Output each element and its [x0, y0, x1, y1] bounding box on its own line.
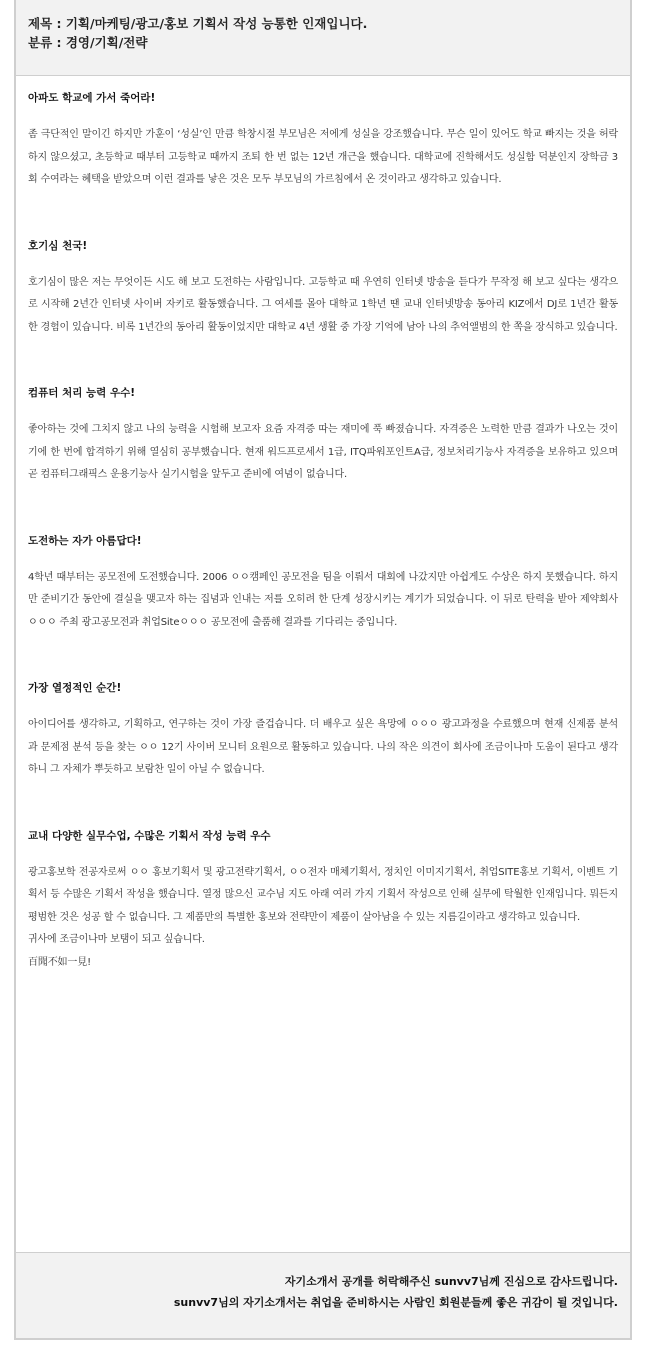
section-2: [28, 238, 618, 340]
document-category: 분류 : 경영/기획/전략: [28, 35, 148, 50]
section-1: [28, 90, 618, 192]
section-3: [28, 385, 618, 487]
section-heading: 교내 다양한 실무수업, 수많은 기획서 작성 능력 우수: [28, 829, 271, 842]
section-6: [28, 828, 618, 975]
section-paragraph: 호기심이 많은 저는 무엇이든 시도 해 보고 도전하는 사람입니다. 고등학교 때 우연히 인터넷 방송을 듣다가 무작정 해 보고 싶다는 생각으로 시작해 2년간 인터넷 사이버 자키로 활동했습니다. 그 여세를 몰아 대학교 1학년 땐 교내 인터넷방송 동아리 KIZ에서 DJ로 1년간 활동한 경험이 있습니다. 비록 1년간의 동아리 활동이었지만 대학교 4년 생활 중 가장 기억에 남아 나의 추억앨범의 한 쪽을 장식하고 있습니다.: [28, 276, 618, 333]
document-body: [16, 76, 630, 974]
section-paragraph: 좀 극단적인 말이긴 하지만 가훈이 ‘성실’인 만큼 학창시절 부모님은 저에게 성실을 강조했습니다. 무슨 일이 있어도 학교 빠지는 것을 허락하지 않으셨고, 초등학교 때부터 고등학교 때까지 조퇴 한 번 없는 12년 개근을 했습니다. 대학교에 진학해서도 성실함 덕분인지 장학금 3회 수여라는 혜택을 받았으며 이런 결과를 낳은 것은 모두 부모님의 가르침에서 온 것이라고 생각하고 있습니다.: [28, 129, 618, 185]
section-heading: 가장 열정적인 순간!: [28, 682, 122, 694]
section-4: [28, 533, 618, 635]
section-heading: 아파도 학교에 가서 죽어라!: [28, 92, 156, 104]
section-paragraph: 광고홍보학 전공자로써 ㅇㅇ 홍보기획서 및 광고전략기획서, ㅇㅇ전자 매체기획서, 정치인 이미지기획서, 취업SITE홍보 기획서, 이벤트 기획서 등 수많은 기획서 작성을 했습니다. 열정 많으신 교수님 지도 아래 여러 가지 기획서 작성으로 인해 실무에 탁월한 인재입니다. 뭐든지 평범한 것은 성공 할 수 없습니다. 그 제품만의 특별한 홍보와 전략만이 제품이 살아남을 수 있는 지름길이라고 생각하고 있습니다.: [28, 866, 618, 923]
section-paragraph: 귀사에 조금이나마 보탬이 되고 싶습니다.: [28, 934, 205, 945]
section-heading: 컴퓨터 처리 능력 우수!: [28, 387, 136, 399]
section-5: [28, 680, 618, 782]
section-paragraph: 좋아하는 것에 그치지 않고 나의 능력을 시험해 보고자 요즘 자격증 따는 재미에 푹 빠졌습니다. 자격증은 노력한 만큼 결과가 나오는 것이기에 한 번에 합격하기 위해 열심히 공부했습니다. 현재 워드프로세서 1급, ITQ파워포인트A급, 정보처리기능사 자격증을 보유하고 있으며 곧 컴퓨터그래픽스 운용기능사 실기시험을 앞두고 준비에 여념이 없습니다.: [28, 424, 618, 480]
document-header: [16, 0, 630, 76]
section-paragraph: 4학년 때부터는 공모전에 도전했습니다. 2006 ㅇㅇ캠페인 공모전을 팀을 이뤄서 대회에 나갔지만 아쉽게도 수상은 하지 못했습니다. 하지만 준비기간 동안에 결실을 맺고자 하는 집념과 인내는 저를 오히려 한 단계 성장시키는 계기가 되었습니다. 이 뒤로 탄력을 받아 제약회사 ㅇㅇㅇ 주최 광고공모전과 취업Siteㅇㅇㅇ 공모전에 출품해 결과를 기다리는 중입니다.: [28, 571, 618, 628]
section-paragraph: 아이디어를 생각하고, 기획하고, 연구하는 것이 가장 즐겁습니다. 더 배우고 싶은 욕망에 ㅇㅇㅇ 광고과정을 수료했으며 현재 신제품 분석과 문제점 분석 등을 찾는 ㅇㅇ 12기 사이버 모니터 요원으로 활동하고 있습니다. 나의 작은 의견이 회사에 조금이나마 도움이 된다고 생각하니 그 자체가 뿌듯하고 보람찬 일이 아닐 수 없습니다.: [28, 719, 618, 775]
document-footer: [16, 1252, 630, 1338]
footer-note: sunvv7님의 자기소개서는 취업을 준비하시는 사람인 회원분들께 좋은 귀감이 될 것입니다.: [173, 1296, 618, 1309]
section-heading: 도전하는 자가 아름답다!: [28, 534, 142, 547]
section-heading: 호기심 천국!: [28, 239, 88, 252]
footer-thanks: 자기소개서 공개를 허락해주신 sunvv7님께 진심으로 감사드립니다.: [284, 1275, 618, 1288]
document-title: 제목 : 기획/마케팅/광고/홍보 기획서 작성 능통한 인재입니다.: [28, 16, 368, 31]
section-paragraph: 百聞不如一見!: [28, 956, 91, 968]
document-frame: [14, 0, 632, 1340]
